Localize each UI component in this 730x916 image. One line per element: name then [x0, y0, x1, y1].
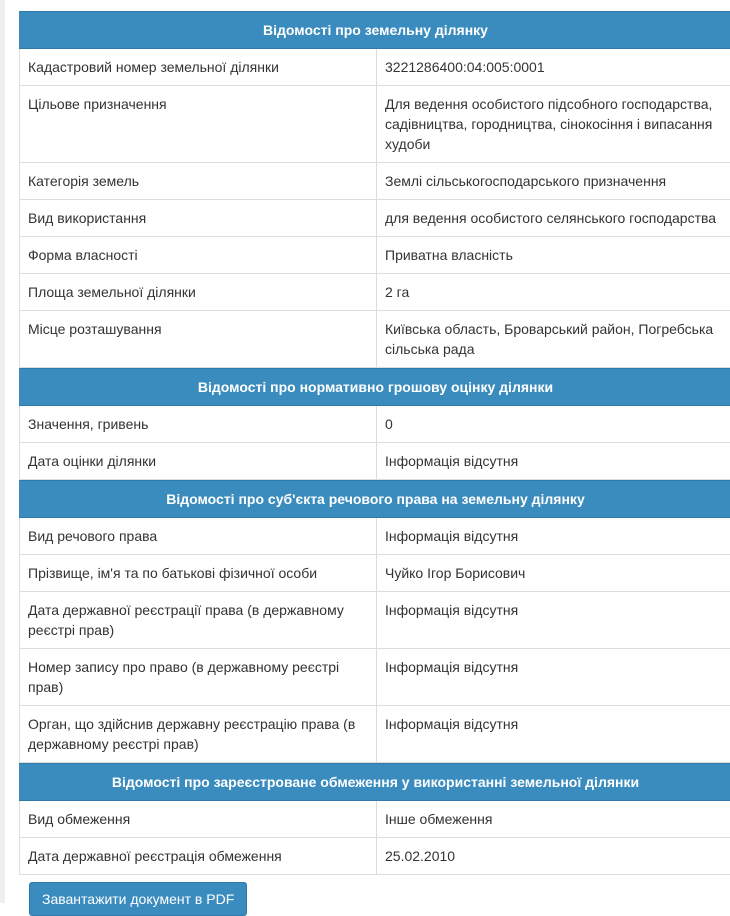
row-label: Цільове призначення — [20, 86, 377, 162]
row-label: Кадастровий номер земельної ділянки — [20, 49, 377, 85]
row-label: Місце розташування — [20, 311, 377, 367]
table-row — [19, 200, 730, 237]
section-normative-valuation — [19, 368, 730, 480]
row-value: 2 га — [385, 284, 410, 300]
row-label: Дата державної реєстрації права (в державному реєстрі прав) — [20, 592, 377, 648]
row-value: Інформація відсутня — [385, 659, 519, 675]
row-value: Землі сільськогосподарського призначення — [385, 173, 667, 189]
row-label: Вид використання — [20, 200, 377, 236]
row-label: Площа земельної ділянки — [20, 274, 377, 310]
table-row — [19, 592, 730, 649]
row-value: Приватна власність — [385, 247, 513, 263]
section-restrictions — [19, 763, 730, 875]
table-row — [19, 649, 730, 706]
table-row — [19, 49, 730, 86]
row-value: Інформація відсутня — [385, 453, 519, 469]
row-label: Прізвище, ім'я та по батькові фізичної особи — [20, 555, 377, 591]
row-value: Інформація відсутня — [385, 602, 519, 618]
section-title: Відомості про земельну ділянку — [19, 11, 730, 49]
row-label: Дата оцінки ділянки — [20, 443, 377, 479]
table-row — [19, 838, 730, 875]
table-row — [19, 443, 730, 480]
table-row — [19, 801, 730, 838]
row-label: Номер запису про право (в державному реєстрі прав) — [20, 649, 377, 705]
table-row — [19, 86, 730, 163]
table-row — [19, 274, 730, 311]
row-value: Інше обмеження — [385, 811, 493, 827]
row-value: Чуйко Ігор Борисович — [385, 565, 526, 581]
table-row — [19, 406, 730, 443]
row-label: Дата державної реєстрація обмеження — [20, 838, 377, 874]
table-row — [19, 706, 730, 763]
section-title: Відомості про зареєстроване обмеження у використанні земельної ділянки — [19, 763, 730, 801]
land-info-table — [19, 11, 730, 875]
row-label: Вид речового права — [20, 518, 377, 554]
row-label: Категорія земель — [20, 163, 377, 199]
table-row — [19, 555, 730, 592]
row-label: Вид обмеження — [20, 801, 377, 837]
row-value: 25.02.2010 — [385, 848, 456, 864]
section-right-holder — [19, 480, 730, 763]
row-label: Орган, що здійснив державну реєстрацію права (в державному реєстрі прав) — [20, 706, 377, 762]
row-value: Для ведення особистого підсобного господарства, садівництва, городництва, сінокосіння і випасання худоби — [385, 96, 713, 152]
table-row — [19, 237, 730, 274]
row-value: 0 — [385, 416, 393, 432]
row-value: для ведення особистого селянського господарства — [385, 210, 717, 226]
download-pdf-button[interactable]: Завантажити документ в PDF — [29, 882, 247, 916]
row-label: Форма власності — [20, 237, 377, 273]
row-value: Інформація відсутня — [385, 716, 519, 732]
table-row — [19, 311, 730, 368]
row-value: Інформація відсутня — [385, 528, 519, 544]
row-label: Значення, гривень — [20, 406, 377, 442]
section-title: Відомості про нормативно грошову оцінку ділянки — [19, 368, 730, 406]
section-title: Відомості про суб'єкта речового права на земельну ділянку — [19, 480, 730, 518]
row-value: 3221286400:04:005:0001 — [385, 59, 545, 75]
row-value: Київська область, Броварський район, Погребська сільська рада — [385, 321, 714, 357]
table-row — [19, 163, 730, 200]
section-land-plot — [19, 11, 730, 368]
table-row — [19, 518, 730, 555]
